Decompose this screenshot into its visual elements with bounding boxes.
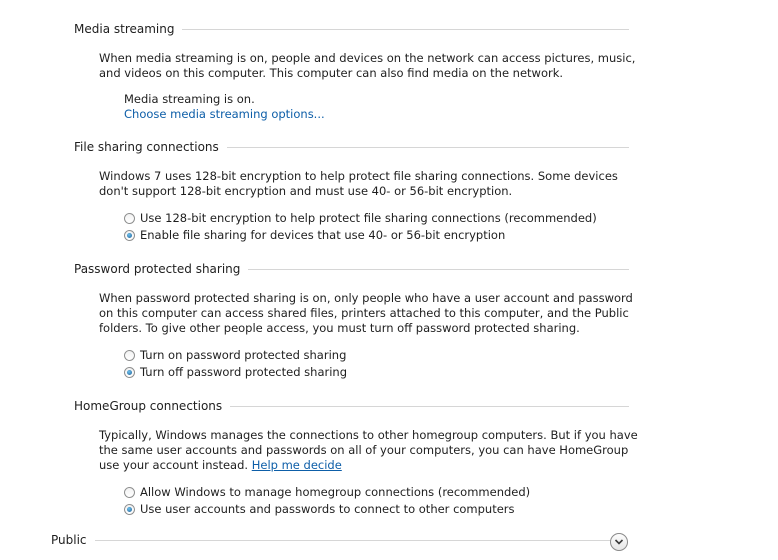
radio-button-unchecked[interactable] (124, 350, 135, 361)
divider (230, 406, 629, 407)
divider (227, 147, 629, 148)
radio-turn-off-password-sharing[interactable] (124, 364, 347, 380)
media-streaming-options-link[interactable]: Choose media streaming options... (124, 107, 325, 121)
password-sharing-title: Password protected sharing (74, 262, 241, 276)
radio-button-unchecked[interactable] (124, 487, 135, 498)
radio-label: Turn off password protected sharing (140, 365, 347, 379)
radio-use-user-accounts[interactable] (124, 501, 515, 517)
file-sharing-title: File sharing connections (74, 140, 219, 154)
radio-label: Use user accounts and passwords to connect to other computers (140, 502, 515, 516)
media-streaming-description: When media streaming is on, people and devices on the network can access pictures, music, and videos on this computer. This computer can also find media on the network. (99, 51, 636, 80)
divider (182, 29, 629, 30)
radio-128-bit-encryption[interactable] (124, 210, 597, 226)
divider (248, 269, 629, 270)
radio-label: Turn on password protected sharing (140, 348, 347, 362)
help-me-decide-link[interactable]: Help me decide (251, 458, 342, 472)
file-sharing-description: Windows 7 uses 128-bit encryption to help protect file sharing connections. Some devices don't support 128-bit encryption and must use 40- or 56-bit encryption. (99, 169, 618, 198)
public-profile-title: Public (51, 533, 87, 547)
media-streaming-header (74, 21, 629, 37)
divider (95, 540, 625, 541)
homegroup-description-text: Typically, Windows manages the connections to other homegroup computers. But if you have the same user accounts and passwords on all of your computers, you can have HomeGroup use your account instead. (99, 428, 638, 472)
radio-40-56-bit-encryption[interactable] (124, 227, 505, 243)
radio-button-checked[interactable] (124, 504, 135, 515)
chevron-down-icon (614, 538, 624, 546)
radio-button-unchecked[interactable] (124, 213, 135, 224)
file-sharing-header (74, 139, 629, 155)
media-streaming-title: Media streaming (74, 22, 175, 36)
homegroup-header (74, 398, 629, 414)
radio-turn-on-password-sharing[interactable] (124, 347, 346, 363)
password-sharing-description: When password protected sharing is on, only people who have a user account and password on this computer can access shared files, printers attached to this computer, and the Public folders. To give other people access, you must turn off password protected sharing. (99, 291, 633, 335)
password-sharing-header (74, 261, 629, 277)
media-streaming-status: Media streaming is on. (124, 92, 255, 106)
radio-windows-manage-homegroup[interactable] (124, 484, 530, 500)
expand-public-profile-button[interactable] (610, 533, 628, 551)
radio-button-checked[interactable] (124, 367, 135, 378)
radio-label: Use 128-bit encryption to help protect file sharing connections (recommended) (140, 211, 597, 225)
radio-button-checked[interactable] (124, 230, 135, 241)
public-profile-header[interactable] (51, 532, 631, 548)
radio-label: Allow Windows to manage homegroup connections (recommended) (140, 485, 531, 499)
radio-label: Enable file sharing for devices that use 40- or 56-bit encryption (140, 228, 506, 242)
homegroup-title: HomeGroup connections (74, 399, 223, 413)
homegroup-description (99, 428, 639, 473)
